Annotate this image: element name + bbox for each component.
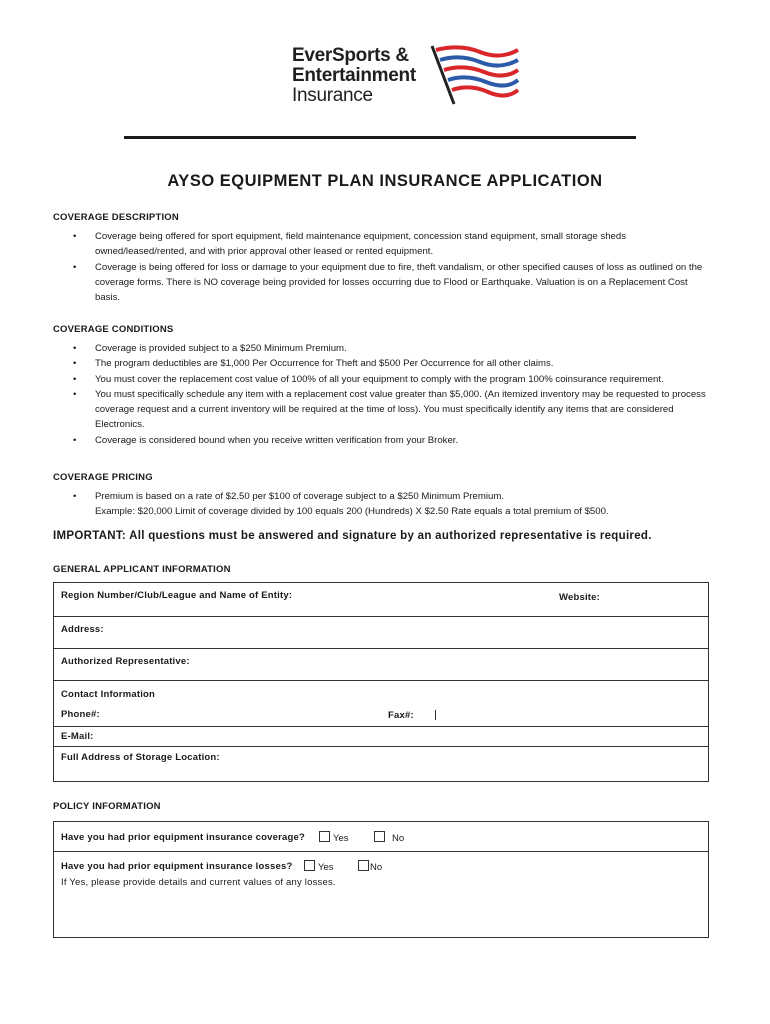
prior-coverage-no-option[interactable]: [374, 831, 404, 844]
prior-coverage-row: [54, 822, 708, 852]
header-rule: [124, 136, 636, 139]
contact-info-label: Contact Information: [61, 689, 156, 700]
prior-losses-yes-option[interactable]: [304, 860, 334, 873]
page-title: AYSO EQUIPMENT PLAN INSURANCE APPLICATION: [167, 172, 603, 190]
coverage-description-heading: COVERAGE DESCRIPTION: [53, 212, 179, 223]
coverage-pricing-list: [53, 489, 713, 520]
list-item: • Coverage is being offered for loss or damage to your equipment due to fire, theft vandalism, or other specified causes of loss as outlined on the coverage forms. There is NO coverage being provided for losses occurring due to Flood or Earthquake. Valuation is on a Replacement Cost basis.: [53, 260, 713, 306]
prior-losses-row: [54, 852, 708, 937]
policy-info-heading: POLICY INFORMATION: [53, 801, 161, 812]
checkbox-icon[interactable]: [319, 831, 330, 842]
list-item: • You must cover the replacement cost value of 100% of all your equipment to comply with the program 100% coinsurance requirement.: [53, 372, 713, 387]
address-row: [54, 617, 708, 649]
prior-coverage-question: Have you had prior equipment insurance coverage?: [61, 832, 305, 843]
coverage-conditions-list: [53, 341, 713, 448]
website-field[interactable]: Website:: [559, 592, 601, 603]
loss-details-field[interactable]: If Yes, please provide details and current values of any losses.: [61, 877, 336, 888]
pricing-line-1: • Premium is based on a rate of $2.50 per $100 of coverage subject to a $250 Minimum Premium.: [95, 491, 505, 502]
region-field[interactable]: Region Number/Club/League and Name of Entity:: [61, 590, 293, 601]
prior-coverage-yes-option[interactable]: [319, 831, 349, 844]
storage-row: [54, 747, 708, 781]
email-field[interactable]: E-Mail:: [61, 731, 94, 742]
policy-info-form: [53, 821, 709, 938]
field-divider: [435, 710, 436, 720]
coverage-description-list: [53, 229, 713, 305]
yes-label: Yes: [318, 862, 334, 873]
storage-location-field[interactable]: Full Address of Storage Location:: [61, 752, 220, 763]
contact-info-row: [54, 681, 708, 704]
representative-row: [54, 649, 708, 681]
coverage-pricing-heading: COVERAGE PRICING: [53, 472, 153, 483]
phone-fax-row: [54, 704, 708, 727]
list-item: [53, 489, 713, 520]
no-label: No: [392, 833, 405, 844]
prior-losses-no-option[interactable]: [358, 860, 382, 873]
general-info-heading: GENERAL APPLICANT INFORMATION: [53, 564, 231, 575]
company-logo: [292, 44, 532, 114]
list-item: • Coverage being offered for sport equipment, field maintenance equipment, concession stand equipment, small storage sheds owned/leased/rented, and with prior approval other leased or rented equipment.: [53, 229, 713, 260]
list-item: • Coverage is considered bound when you receive written verification from your Broker.: [53, 433, 713, 448]
phone-field[interactable]: Phone#:: [61, 709, 100, 720]
checkbox-icon[interactable]: [358, 860, 369, 871]
yes-label: Yes: [333, 833, 349, 844]
list-item: • Coverage is provided subject to a $250 Minimum Premium.: [53, 341, 713, 356]
representative-field[interactable]: Authorized Representative:: [61, 656, 190, 667]
logo-line-3: Insurance: [292, 85, 373, 106]
list-item: • The program deductibles are $1,000 Per Occurrence for Theft and $500 Per Occurrence for all other claims.: [53, 356, 713, 371]
email-row: [54, 727, 708, 747]
fax-field[interactable]: Fax#:: [388, 710, 414, 721]
logo-line-1: EverSports &: [292, 45, 409, 66]
flag-icon: [430, 44, 520, 108]
address-field[interactable]: Address:: [61, 624, 104, 635]
important-notice: IMPORTANT: All questions must be answered and signature by an authorized representative is required.: [53, 530, 652, 542]
coverage-conditions-heading: COVERAGE CONDITIONS: [53, 324, 174, 335]
no-label: No: [370, 862, 383, 873]
checkbox-icon[interactable]: [304, 860, 315, 871]
checkbox-icon[interactable]: [374, 831, 385, 842]
prior-losses-question: Have you had prior equipment insurance losses?: [61, 861, 293, 872]
pricing-line-2: Example: $20,000 Limit of coverage divided by 100 equals 200 (Hundreds) X $2.50 Rate equals a total premium of $500.: [95, 506, 609, 518]
logo-line-2: Entertainment: [292, 65, 416, 86]
region-row: [54, 583, 708, 617]
logo-wordmark: [292, 46, 416, 106]
general-info-form: [53, 582, 709, 782]
list-item: • You must specifically schedule any item with a replacement cost value greater than $5,000. (An itemized inventory may be requested to process coverage request and a current inventory will be required at the time of loss). You must specifically identify any items that are considered Electronics.: [53, 387, 713, 433]
